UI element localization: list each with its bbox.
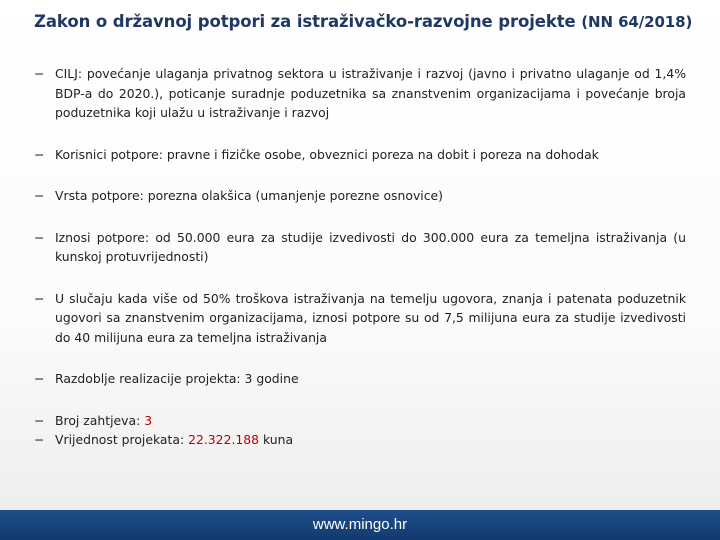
- bullet-dash: −: [34, 229, 45, 245]
- bullet-text: Vrsta potpore: porezna olakšica (umanjenje porezne osnovice): [55, 188, 443, 203]
- bullet-goal: [34, 64, 686, 123]
- bullet-contract-research: [34, 289, 686, 348]
- bullet-text: Korisnici potpore: pravne i fizičke osobe, obveznici poreza na dobit i poreza na dohodak: [55, 146, 599, 162]
- stat-project-value: [34, 430, 686, 450]
- bullet-text: Razdoblje realizacije projekta: 3 godine: [55, 371, 299, 386]
- bullet-text: CILJ: povećanje ulaganja privatnog sektora u istraživanje i razvoj (javno i privatno ulaganje od 1,4% BDP-a do 2020.), poticanje suradnje poduzetnika sa znanstvenim organizacijama i povećanje broja poduzetnika koji ulažu u istraživanje i razvoj: [55, 66, 686, 120]
- bullet-dash: −: [34, 412, 45, 428]
- bullet-beneficiaries: [34, 145, 686, 165]
- bullet-aid-amounts: [34, 228, 686, 267]
- stat-requests: [34, 411, 686, 431]
- footer-url[interactable]: www.mingo.hr: [312, 516, 408, 533]
- bullet-dash: −: [34, 290, 45, 306]
- bullet-dash: −: [34, 371, 45, 386]
- title-main: Zakon o državnoj potpori za istraživačko-razvojne projekte: [34, 12, 576, 31]
- bullet-text: U slučaju kada više od 50% troškova istraživanja na temelju ugovora, znanja i patenata poduzetnik ugovori sa znanstvenim organizacijama, iznosi potpore su od 7,5 milijuna eura za studije izvedivosti do 40 milijuna eura za temeljna istraživanja: [55, 290, 686, 345]
- stat-label: Vrijednost projekata:: [55, 432, 185, 447]
- bullet-dash: −: [34, 432, 45, 447]
- bullet-dash: −: [34, 146, 45, 162]
- bullet-aid-type: [34, 186, 686, 206]
- bullet-list: [34, 64, 686, 450]
- title-reference: (NN 64/2018): [581, 13, 693, 31]
- bullet-dash: −: [34, 188, 45, 203]
- footer-bar: [0, 510, 720, 540]
- stat-value: 22.322.188: [188, 432, 260, 447]
- bullet-duration: [34, 369, 686, 389]
- stat-label: Broj zahtjeva:: [55, 412, 141, 428]
- slide-title: [34, 12, 694, 31]
- stat-value: 3: [144, 412, 153, 428]
- bullet-text: Iznosi potpore: od 50.000 eura za studije izvedivosti do 300.000 eura za temeljna istraživanja (u kunskoj protuvrijednosti): [55, 229, 686, 264]
- stat-unit: kuna: [263, 432, 294, 447]
- bullet-dash: −: [34, 66, 45, 81]
